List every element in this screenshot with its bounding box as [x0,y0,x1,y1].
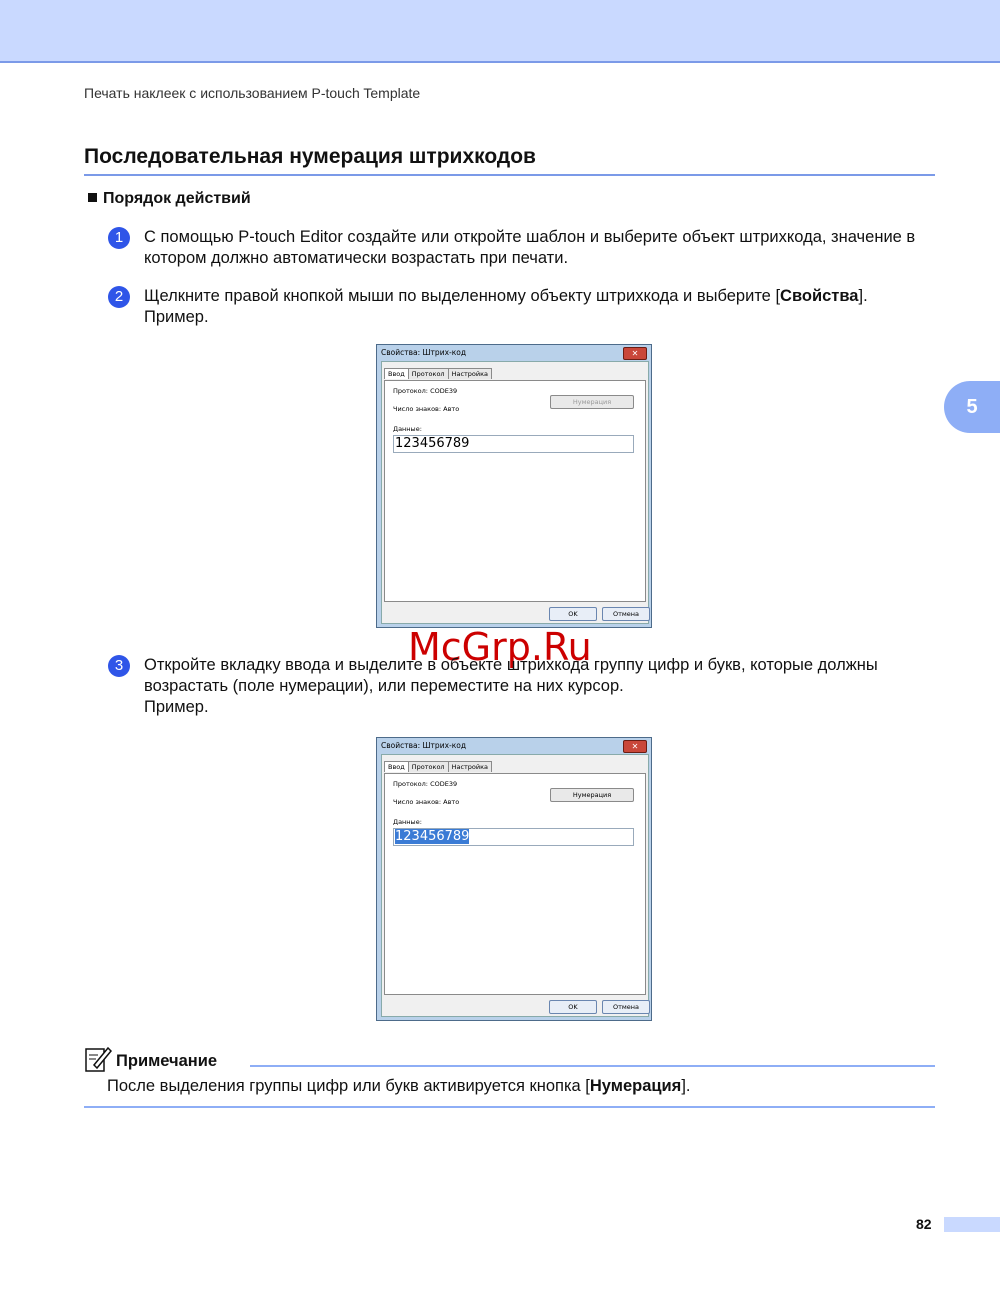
page-number: 82 [916,1216,932,1232]
data-label: Данные: [393,818,422,826]
dialog-title: Свойства: Штрих-код [381,741,467,750]
tab-protocol[interactable]: Протокол [408,368,449,379]
tab-settings[interactable]: Настройка [448,368,492,379]
step-3-text: Откройте вкладку ввода и выделите в объекте штрихкода группу цифр и букв, которые должны возрастать (поле нумерации), или переместите на них курсор. Пример. [144,656,878,716]
top-banner [0,0,1000,63]
input-panel [384,380,646,602]
close-icon[interactable]: ✕ [623,740,647,753]
tab-protocol[interactable]: Протокол [408,761,449,772]
data-input[interactable] [393,828,634,846]
procedure-heading [88,190,251,208]
step-3 [108,655,938,718]
page-number-bar [944,1217,1000,1232]
note-title: Примечание [116,1052,218,1070]
running-header: Печать наклеек с использованием P-touch Template [84,85,421,101]
note-bottom-rule [84,1106,935,1108]
protocol-label: Протокол: CODE39 [393,780,458,788]
properties-dialog-2 [376,737,652,1021]
chapter-tab: 5 [944,381,1000,433]
step-2-text: Щелкните правой кнопкой мыши по выделенному объекту штрихкода и выберите [Свойства]. Пример. [144,287,868,326]
step-number-1: 1 [108,227,130,249]
dialog-tabs [384,368,491,379]
ok-button[interactable]: OK [549,607,597,621]
data-label: Данные: [393,425,422,433]
procedure-heading-text: Порядок действий [103,190,251,207]
dialog-body [381,361,649,624]
note-rule [250,1065,935,1067]
step-2 [108,286,938,328]
step-number-3: 3 [108,655,130,677]
dialog-body [381,754,649,1017]
watermark: McGrp.Ru [408,625,592,669]
data-input[interactable]: 123456789 [393,435,634,453]
numbering-button[interactable]: Нумерация [550,788,634,802]
protocol-label: Протокол: CODE39 [393,387,458,395]
chars-label: Число знаков: Авто [393,798,460,806]
dialog-tabs [384,761,491,772]
numbering-button[interactable]: Нумерация [550,395,634,409]
step-number-2: 2 [108,286,130,308]
step-2-example: Пример. [144,308,209,326]
square-bullet-icon [88,193,97,202]
cancel-button[interactable]: Отмена [602,1000,650,1014]
step-1-text: С помощью P-touch Editor создайте или откройте шаблон и выберите объект штрихкода, значение в котором должно автоматически возрастать при печати. [144,228,916,267]
properties-dialog-1 [376,344,652,628]
step-1 [108,227,938,269]
dialog-title: Свойства: Штрих-код [381,348,467,357]
input-panel [384,773,646,995]
selected-data-text: 123456789 [395,829,470,844]
ok-button[interactable]: OK [549,1000,597,1014]
title-rule [84,174,935,176]
close-icon[interactable]: ✕ [623,347,647,360]
tab-input[interactable]: Ввод [384,368,409,379]
tab-input[interactable]: Ввод [384,761,409,772]
note-pencil-icon [84,1045,112,1073]
tab-settings[interactable]: Настройка [448,761,492,772]
chars-label: Число знаков: Авто [393,405,460,413]
note-text: После выделения группы цифр или букв активируется кнопка [Нумерация]. [107,1077,691,1095]
cancel-button[interactable]: Отмена [602,607,650,621]
section-title: Последовательная нумерация штрихкодов [84,145,536,168]
step-3-example: Пример. [144,698,209,716]
